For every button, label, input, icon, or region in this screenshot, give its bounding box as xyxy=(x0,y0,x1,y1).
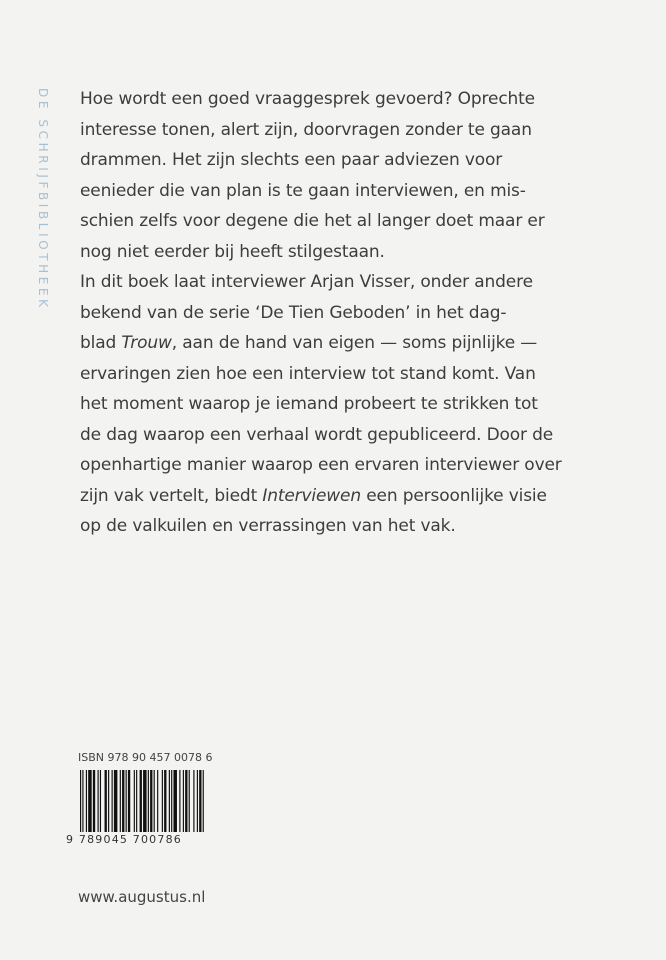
blurb-text: , aan de hand van eigen — soms pijnlijke — xyxy=(171,333,538,353)
spine-series-label xyxy=(33,88,53,358)
series-title: DE SCHRIJFBIBLIOTHEEK xyxy=(36,88,50,311)
blurb-line: drammen. Het zijn slechts een paar adviezen voor xyxy=(80,150,503,170)
blurb-line: Hoe wordt een goed vraaggesprek gevoerd? Oprechte xyxy=(80,89,535,109)
blurb-line: eenieder die van plan is te gaan interviewen, en mis- xyxy=(80,180,526,201)
blurb-line: het moment waarop je iemand probeert te strikken tot xyxy=(80,394,538,414)
back-cover-blurb xyxy=(80,84,620,542)
newspaper-title: Trouw xyxy=(121,333,172,353)
blurb-line xyxy=(80,328,620,359)
barcode-digits: 9 789045 700786 xyxy=(66,833,182,846)
blurb-line: openhartige manier waarop een ervaren interviewer over xyxy=(80,455,562,475)
blurb-line: nog niet eerder bij heeft stilgestaan. xyxy=(80,241,385,262)
isbn-label: ISBN 978 90 457 0078 6 xyxy=(78,751,213,764)
blurb-line: interesse tonen, alert zijn, doorvragen zonder te gaan xyxy=(80,119,532,140)
blurb-line: In dit boek laat interviewer Arjan Visser, onder andere xyxy=(80,272,533,292)
blurb-line: op de valkuilen en verrassingen van het vak. xyxy=(80,516,456,536)
book-title: Interviewen xyxy=(262,485,361,506)
blurb-line: ervaringen zien hoe een interview tot stand komt. Van xyxy=(80,363,536,384)
blurb-line: de dag waarop een verhaal wordt gepubliceerd. Door de xyxy=(80,424,554,445)
blurb-text: een persoonlijke visie xyxy=(360,485,547,506)
publisher-website: www.augustus.nl xyxy=(78,888,206,906)
blurb-line xyxy=(80,481,620,512)
barcode-icon xyxy=(80,770,205,832)
blurb-text: blad xyxy=(80,333,122,353)
blurb-text: zijn vak vertelt, biedt xyxy=(80,485,263,506)
blurb-line: bekend van de serie ‘De Tien Geboden’ in het dag- xyxy=(80,302,507,323)
blurb-line: schien zelfs voor degene die het al langer doet maar er xyxy=(80,211,545,231)
